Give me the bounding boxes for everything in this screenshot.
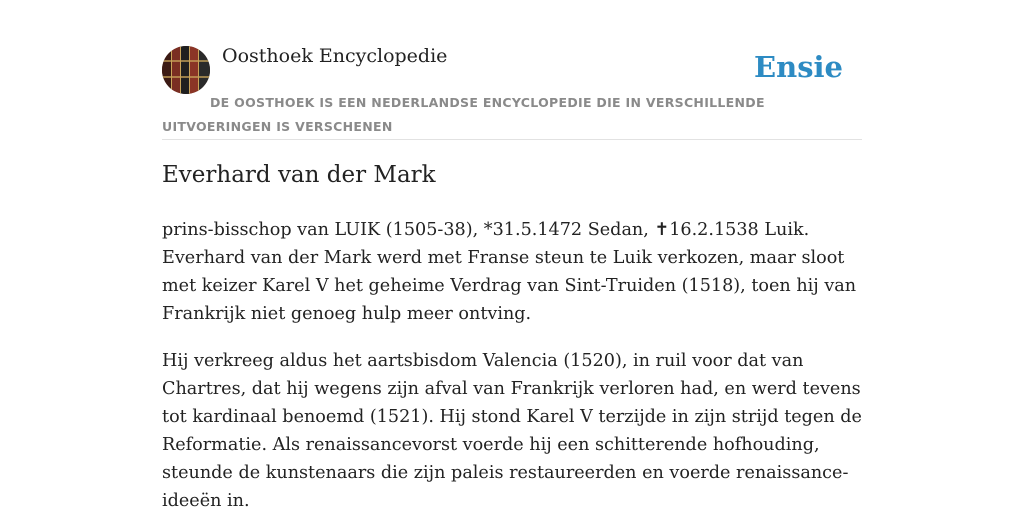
article-title: Everhard van der Mark <box>162 162 436 188</box>
brand-logo[interactable]: Ensie <box>754 50 843 84</box>
book-spines-icon[interactable] <box>162 46 210 94</box>
article-paragraph: Hij verkreeg aldus het aartsbisdom Valencia (1520), in ruil voor dat van Chartres, dat hij wegens zijn afval van Frankrijk verloren had, en werd tevens tot kardinaal benoemd (1521). Hij stond Karel V terzijde in zijn strijd tegen de Reformatie. Als renaissancevorst voerde hij een schitterende hofhouding, steunde de kunstenaars die zijn paleis restaureerden en voerde renaissance-ideeën in. <box>162 351 862 511</box>
article-paragraph: prins-bisschop van LUIK (1505-38), *31.5.1472 Sedan, ✝16.2.1538 Luik. Everhard van der Mark werd met Franse steun te Luik verkozen, maar sloot met keizer Karel V het geheime Verdrag van Sint-Truiden (1518), toen hij van Frankrijk niet genoeg hulp meer ontving. <box>162 220 857 324</box>
site-header <box>162 44 862 140</box>
site-title[interactable]: Oosthoek Encyclopedie <box>222 45 448 67</box>
site-subtitle: DE OOSTHOEK IS EEN NEDERLANDSE ENCYCLOPEDIE DIE IN VERSCHILLENDE UITVOERINGEN IS VERSCHENEN <box>162 95 765 134</box>
